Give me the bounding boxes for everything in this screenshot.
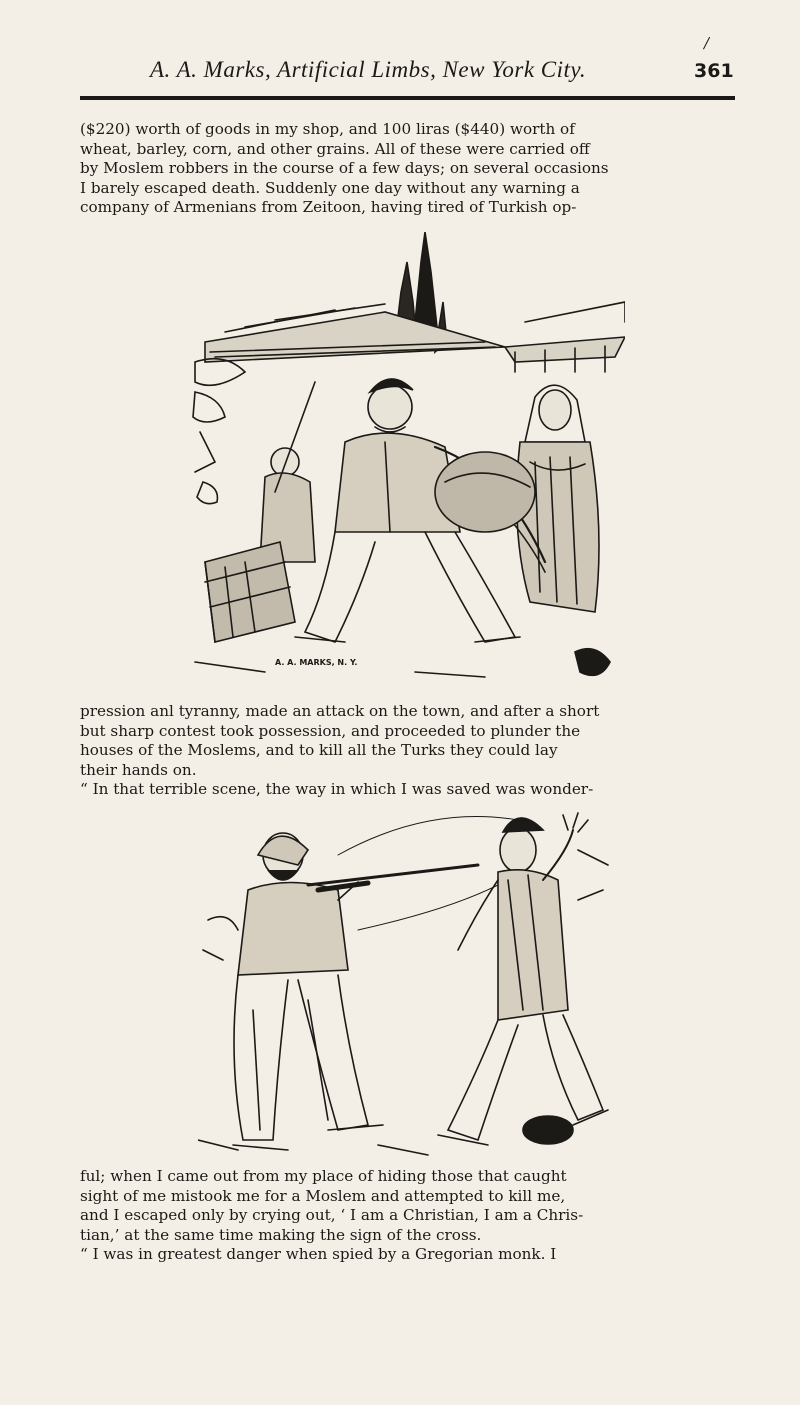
- text-line: by Moslem robbers in the course of a few days; on several occasions: [80, 159, 609, 178]
- corner-mark: /: [704, 34, 710, 52]
- raid-illustration: [185, 232, 625, 702]
- header-rule: [80, 96, 735, 100]
- text-line: and I escaped only by crying out, ‘ I am a Christian, I am a Chris-: [80, 1206, 584, 1225]
- text-line: ful; when I came out from my place of hiding those that caught: [80, 1167, 567, 1185]
- text-line: ($220) worth of goods in my shop, and 100 liras ($440) worth of: [80, 120, 575, 138]
- text-line: houses of the Moslems, and to kill all the Turks they could lay: [80, 741, 558, 760]
- text-line: but sharp contest took possession, and proceeded to plunder the: [80, 721, 581, 740]
- paragraph-block-1: [80, 120, 737, 218]
- text-line: “ In that terrible scene, the way in which I was saved was wonder-: [80, 780, 594, 799]
- paragraph-block-2: [80, 702, 737, 800]
- page-number: 361: [694, 60, 734, 82]
- text-line: wheat, barley, corn, and other grains. All of these were carried off: [80, 139, 590, 158]
- text-line: “ I was in greatest danger when spied by a Gregorian monk. I: [80, 1245, 557, 1264]
- text-line: I barely escaped death. Suddenly one day without any warning a: [80, 178, 580, 197]
- text-line: company of Armenians from Zeitoon, having tired of Turkish op-: [80, 198, 577, 217]
- shooting-illustration: [198, 810, 618, 1175]
- running-head: A. A. Marks, Artificial Limbs, New York City.: [150, 57, 587, 82]
- illustration-mark: A. A. MARKS, N. Y.: [275, 658, 358, 667]
- text-line: tian,’ at the same time making the sign of the cross.: [80, 1225, 482, 1244]
- text-line: sight of me mistook me for a Moslem and attempted to kill me,: [80, 1186, 566, 1205]
- text-line: pression anl tyranny, made an attack on the town, and after a short: [80, 702, 600, 720]
- text-line: their hands on.: [80, 760, 197, 779]
- paragraph-block-3: [80, 1167, 737, 1265]
